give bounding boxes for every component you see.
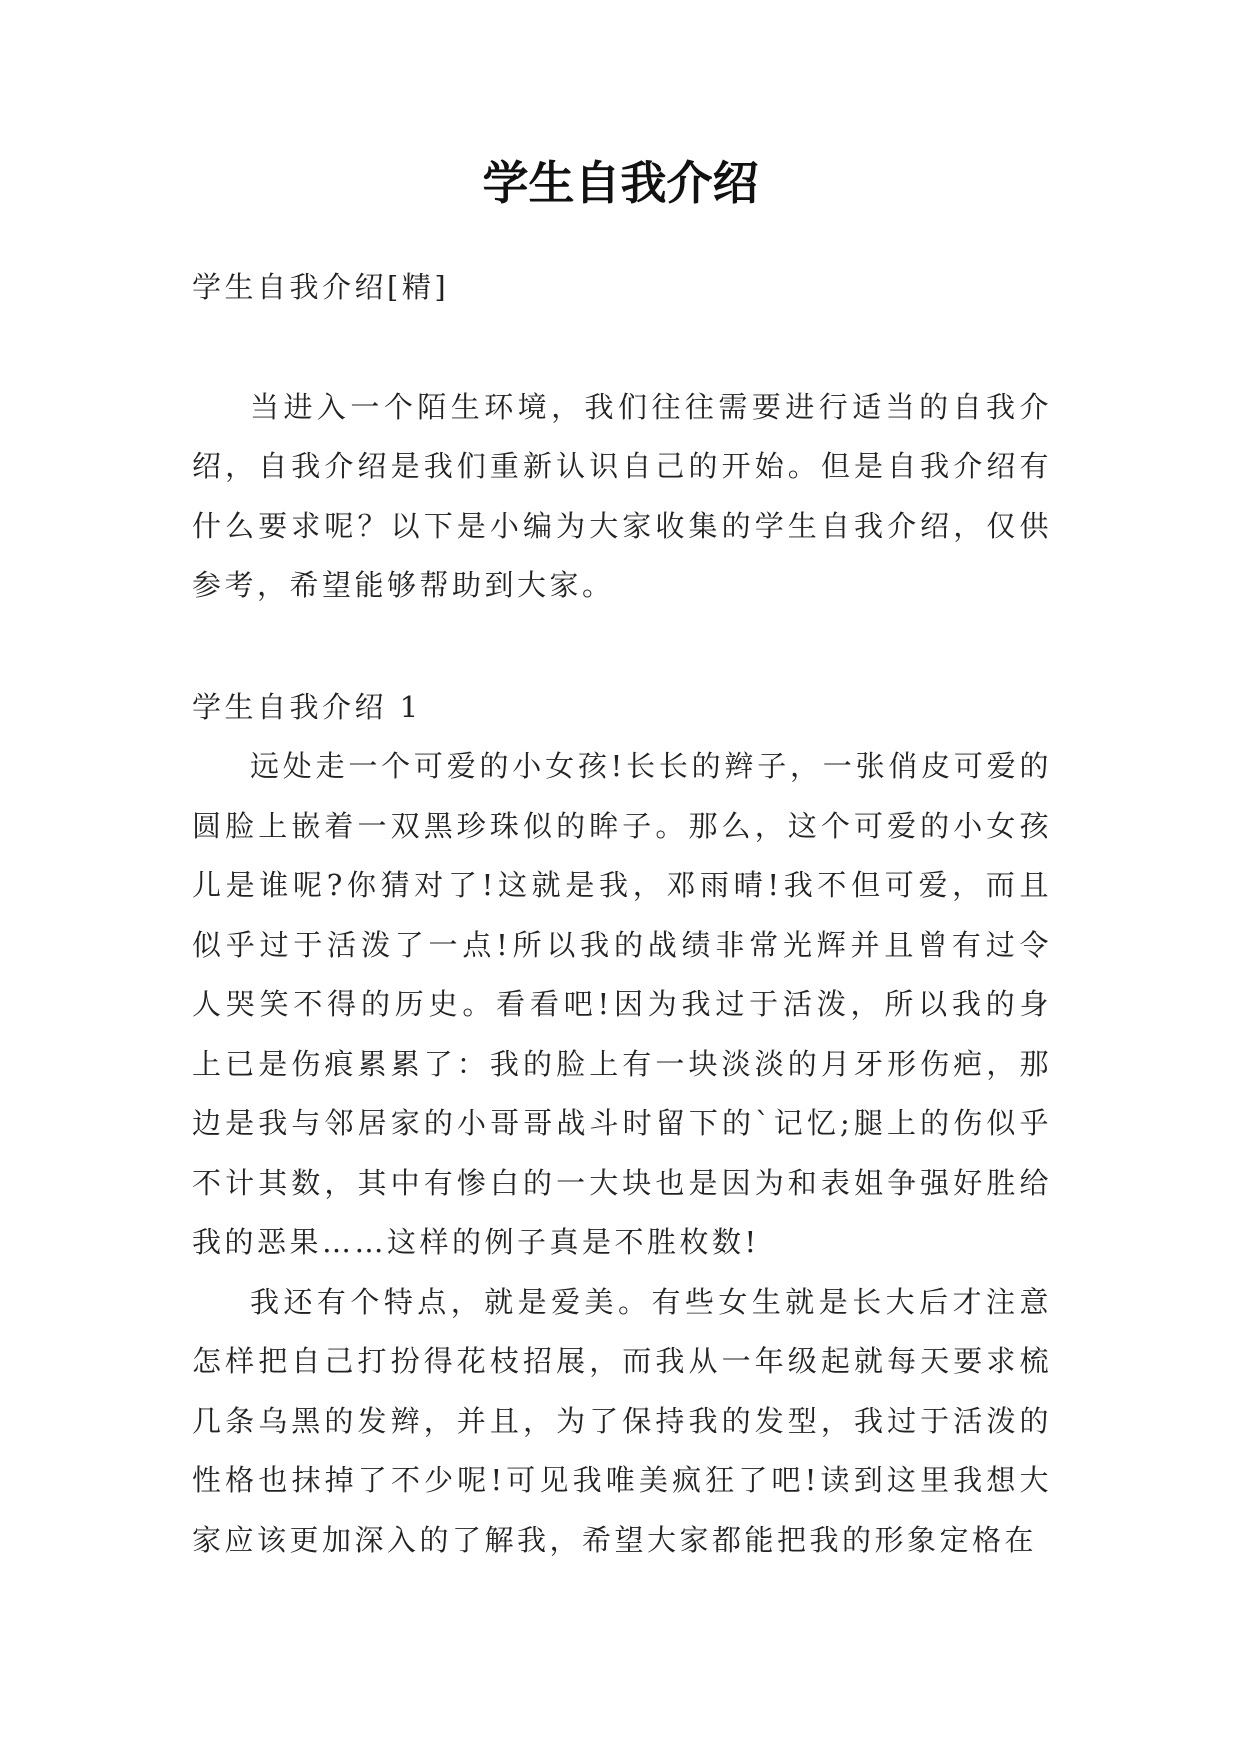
document-subtitle: 学生自我介绍[精] [192, 270, 450, 304]
document-title: 学生自我介绍 [482, 156, 759, 210]
intro-paragraph: 当进入一个陌生环境，我们往往需要进行适当的自我介绍，自我介绍是我们重新认识自己的开始。但是自我介绍有什么要求呢？以下是小编为大家收集的学生自我介绍，仅供参考，希望能够帮助到大家。 [192, 389, 1052, 602]
section-paragraph: 远处走一个可爱的小女孩!长长的辫子，一张俏皮可爱的圆脸上嵌着一双黑珍珠似的眸子。那么，这个可爱的小女孩儿是谁呢?你猜对了!这就是我，邓雨晴!我不但可爱，而且似乎过于活泼了一点!所以我的战绩非常光辉并且曾有过令人哭笑不得的历史。看看吧!因为我过于活泼，所以我的身上已是伤痕累累了：我的脸上有一块淡淡的月牙形伤疤，那边是我与邻居家的小哥哥战斗时留下的`记忆;腿上的伤似乎不计其数，其中有惨白的一大块也是因为和表姐争强好胜给我的恶果……这样的例子真是不胜枚数! [192, 749, 1052, 1259]
section-heading: 学生自我介绍 1 [192, 689, 422, 724]
spacer [192, 318, 1052, 378]
section-paragraph: 我还有个特点，就是爱美。有些女生就是长大后才注意怎样把自己打扮得花枝招展，而我从一年级起就每天要求梳几条乌黑的发辫，并且，为了保持我的发型，我过于活泼的性格也抹掉了不少呢!可见我唯美疯狂了吧!读到这里我想大家应该更加深入的了解我，希望大家都能把我的形象定格在 [192, 1284, 1052, 1557]
document-body [192, 258, 1052, 1570]
spacer [192, 616, 1052, 678]
